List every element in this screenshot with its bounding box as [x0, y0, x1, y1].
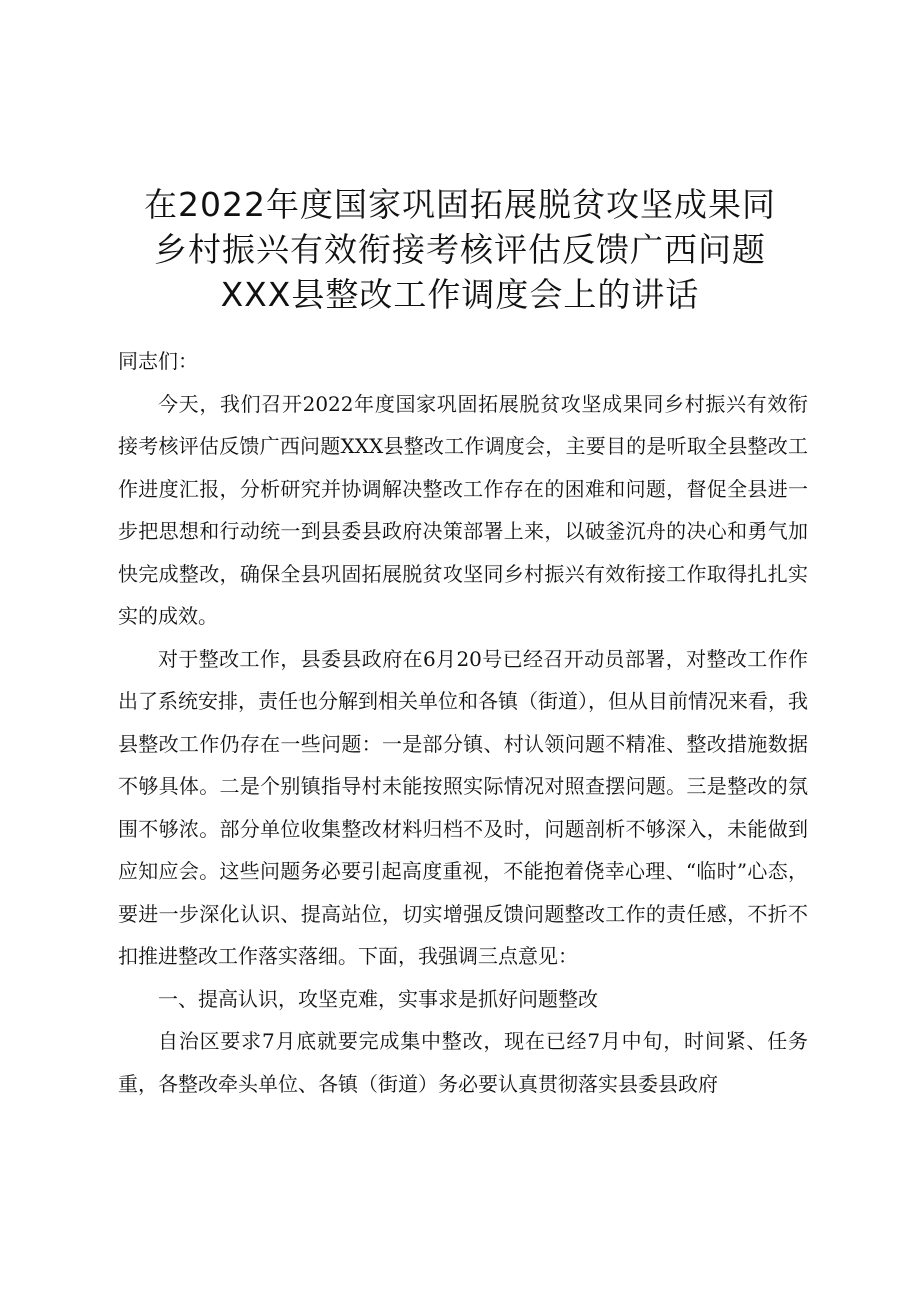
speech-body [118, 340, 808, 1105]
paragraph-opening: 今天，我们召开2022年度国家巩固拓展脱贫攻坚成果同乡村振兴有效衔接考核评估反馈广西问题XXX县整改工作调度会，主要目的是听取全县整改工作进度汇报，分析研究并协调解决整改工作存在的困难和问题，督促全县进一步把思想和行动统一到县委县政府决策部署上来，以破釜沉舟的决心和勇气加快完成整改，确保全县巩固拓展脱贫攻坚同乡村振兴有效衔接工作取得扎扎实实的成效。 [118, 391, 808, 628]
salutation: 同志们： [118, 349, 198, 373]
title-line-3: XXX县整改工作调度会上的讲话 [220, 275, 700, 315]
paragraph-section-1: 自治区要求7月底就要完成集中整改，现在已经7月中旬，时间紧、任务重，各整改牵头单位、各镇（街道）务必要认真贯彻落实县委县政府 [118, 1029, 808, 1096]
section-heading-1: 一、提高认识，攻坚克难，实事求是抓好问题整改 [158, 986, 598, 1011]
title-line-1: 在2022年度国家巩固拓展脱贫攻坚成果同 [144, 185, 776, 225]
document-title [100, 182, 820, 317]
title-line-2: 乡村振兴有效衔接考核评估反馈广西问题 [154, 230, 766, 270]
paragraph-problems: 对于整改工作，县委县政府在6月20号已经召开动员部署，对整改工作作出了系统安排，责任也分解到相关单位和各镇（街道），但从目前情况来看，我县整改工作仍存在一些问题：一是部分镇、村认领问题不精准、整改措施数据不够具体。二是个别镇指导村未能按照实际情况对照查摆问题。三是整改的氛围不够浓。部分单位收集整改材料归档不及时，问题剖析不够深入，未能做到应知应会。这些问题务必要引起高度重视，不能抱着侥幸心理、“临时”心态，要进一步深化认识、提高站位，切实增强反馈问题整改工作的责任感，不折不扣推进整改工作落实落细。下面，我强调三点意见： [118, 646, 808, 968]
